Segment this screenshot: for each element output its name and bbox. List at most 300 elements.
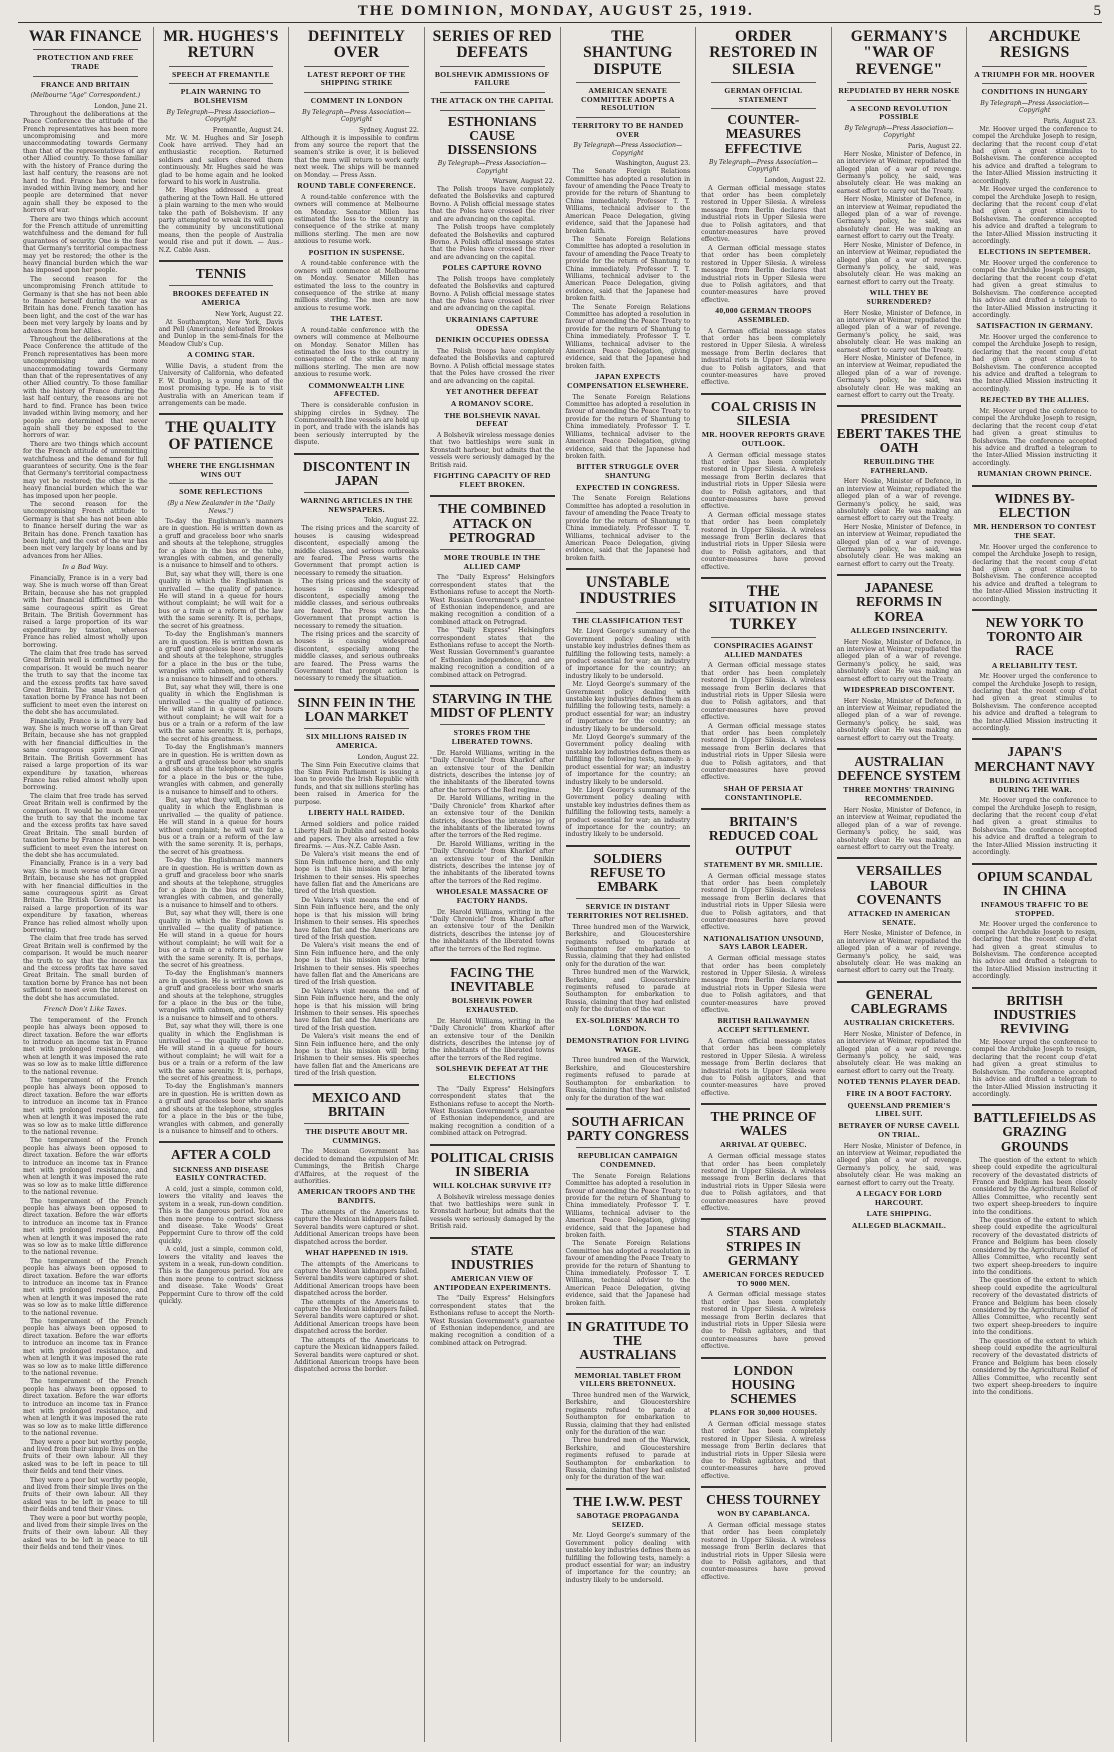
paragraph: The Polish troops have completely defeated the Bolsheviks and captured Bovno. A Polish official message states that the Poles have crossed the river and are advancing on the capital. xyxy=(429,224,555,261)
paragraph: Mr. Hughes addressed a great gathering at the Town Hall. He uttered a plain warning to the men who would take the path of Bolshevism. If any party attempted to wreak its will upon the community by unconstitutional means, then the people of Australia would rise and put it down. — Aus.-N.Z. Cable Assn. xyxy=(158,187,284,254)
paragraph: A German official message states that order has been completely restored in Upper Silesia. A wireless message from Berlin declares that industrial riots in Upper Silesia were due to Polish agitators, and that counter-measures have proved effective. xyxy=(701,955,826,1015)
subhead: FIRE IN A BOOT FACTORY. xyxy=(846,1088,952,1098)
subhead: MEMORIAL TABLET FROM VILLERS BRETONNEUX. xyxy=(574,1370,682,1389)
subhead: SATISFACTION IN GERMANY. xyxy=(976,321,1093,331)
dateline: Tokio, August 22. xyxy=(364,517,419,525)
paragraph: Herr Noske, Minister of Defence, in an interview at Weimar, repudiated the alleged plan of a war of revenge. Germany's policy, he said, was absolutely clear. He was making an earnest effort to carry out the Treaty. xyxy=(836,697,962,742)
article-body xyxy=(972,334,1097,393)
paragraph: The question of the extent to which sheep could expedite the agricultural recovery of the devastated districts of France and Belgium has been closely considered by the Agricultural Relief of Allies Committee, who recently sent two expert sheep-breeders to inquire into the conditions. xyxy=(972,1217,1097,1276)
article-body xyxy=(23,1017,148,1552)
paragraph: A round-table conference with the owners will commence at Melbourne on Monday. Senator Millen has estimated the loss to the country in consequence of the strike at many millions sterling. The men are now anxious to resume work. xyxy=(294,326,419,379)
byline: By Telegraph—Press Association—Copyright xyxy=(844,124,954,140)
paragraph: Herr Noske, Minister of Defence, in an interview at Weimar, repudiated the alleged plan of a war of revenge. Germany's policy, he said, was absolutely clear. He was making an earnest effort to carry out the Treaty. xyxy=(836,355,962,400)
page-number: 5 xyxy=(1093,3,1102,19)
article-body xyxy=(294,821,419,1078)
article-body xyxy=(566,628,691,838)
paragraph: Armed soldiers and police raided Liberty Hall in Dublin and seized books and papers. They also arrested a few firearms. — Aus.-N.Z. Cable Assn. xyxy=(294,820,419,851)
subhead: A COMING STAR. xyxy=(187,350,255,360)
byline: By Telegraph—Press Association—Copyright xyxy=(437,160,547,175)
headline-british-industries: BRITISH INDUSTRIES REVIVING xyxy=(993,992,1076,1036)
subhead: ALLEGED BLACKMAIL. xyxy=(852,1221,947,1231)
headline-merchant-navy: JAPAN'S MERCHANT NAVY xyxy=(974,744,1095,774)
subhead: THE BOLSHEVIK NAVAL DEFEAT xyxy=(444,410,541,429)
article-body xyxy=(972,260,1097,319)
paragraph: The Senate Foreign Relations Committee has adopted a resolution in favour of amending the Peace Treaty to provide for the return of Shantung to China immediately. Professor T. T. Williams, technical adviser to the American Peace Delegation, giving evidence, said that the Japanese had broken faith. xyxy=(565,303,691,370)
subhead: A ROMANOV SCORE. xyxy=(450,398,534,408)
paragraph: A German official message states that order has been completely restored in Upper Silesia. A wireless message from Berlin declares that industrial riots in Upper Silesia were due to Polish agitators, and that counter-measures have proved effective. xyxy=(701,1153,826,1213)
paragraph: At Southampton, New York, Davis and Pell (Americans) defeated Brookes and Dunlop in the semi-finals for the Meadow Club's Cup. xyxy=(158,318,284,348)
article-body xyxy=(972,1039,1097,1098)
paragraph: A German official message states that order has been completely restored in Upper Silesia. A wireless message from Berlin declares that industrial riots in Upper Silesia were due to Polish agitators, and that counter-measures have proved effective. xyxy=(701,722,826,782)
paragraph: A German official message states that order has been completely restored in Upper Silesia. A wireless message from Berlin declares that industrial riots in Upper Silesia were due to Polish agitators, and that counter-measures have proved effective. xyxy=(701,872,826,932)
subhead: UKRAINIANS CAPTURE ODESSA xyxy=(445,314,539,333)
paragraph: The claim that free trade has served Great Britain well is confirmed by the comparison. It would be much nearer the truth to say that the income tax and the excess profits tax have saved Great Britain. The small burden of taxation borne by France has not been sufficient to meet even the interest on the debt she has accumulated. xyxy=(23,935,148,1002)
paragraph: Herr Noske, Minister of Defence, in an interview at Weimar, repudiated the alleged plan of a war of revenge. Germany's policy, he said, was absolutely clear. He was making an earnest effort to carry out the Treaty. xyxy=(836,150,962,195)
subhead: WHAT HAPPENED IN 1919. xyxy=(305,1247,409,1257)
paragraph: The "Daily Express" Helsingfors correspondent states that the Esthonians refuse to accept the North-West Russian Government's guarantee of Esthonian independence, and are making recognition a condition of a combined attack on Petrograd. xyxy=(429,574,555,626)
article-body xyxy=(566,394,691,461)
subhead: SERVICE IN DISTANT TERRITORIES NOT RELISHED. xyxy=(567,902,689,920)
paragraph: A German official message states that order has been completely restored in Upper Silesia. A wireless message from Berlin declares that industrial riots in Upper Silesia were due to Polish agitators, and that counter-measures have proved effective. xyxy=(701,1420,826,1480)
paragraph: Three hundred men of the Warwick, Berkshire, and Gloucestershire regiments refused to parade at Southampton for embarkation to Russia, claiming that they had enlisted only for the duration of the war. xyxy=(565,1391,691,1436)
subhead: MR. HOOVER REPORTS GRAVE OUTLOOK. xyxy=(701,430,826,448)
subhead: PROTECTION AND FREE TRADE xyxy=(36,53,134,71)
subhead: REPUBLICAN CAMPAIGN CONDEMNED. xyxy=(577,1151,678,1169)
subhead: WILL THEY BE SURRENDERED? xyxy=(866,288,932,306)
paragraph: The rising prices and the scarcity of houses is causing widespread discontent, especially among the middle classes, and serious outbreaks are feared. The Press warns the Government that prompt action is necessary to remedy the situation. xyxy=(294,578,419,630)
paragraph: Mr. Hoover urged the conference to compel the Archduke Joseph to resign, declaring that the recent coup d'etat had given a great stimulus to Bolshevism. The conference accepted his advice and drafted a telegram to the Inter-Allied Mission instructing it accordingly. xyxy=(972,186,1097,245)
dateline: London, August 22. xyxy=(764,176,826,184)
headline-tennis: TENNIS xyxy=(195,266,247,282)
paragraph: Dr. Harold Williams, writing in the "Daily Chronicle" from Kharkof after an extensive tour of the Denikin districts, describes the intense joy of the inhabitants of the liberated towns after the terrors of the Red regime. xyxy=(429,1017,555,1062)
paragraph: Mr. Hoover urged the conference to compel the Archduke Joseph to resign, declaring that the recent coup d'etat had given a great stimulus to Bolshevism. The conference accepted his advice and drafted a telegram to the Inter-Allied Mission instructing it accordingly. xyxy=(972,797,1097,857)
article-body xyxy=(837,151,962,286)
subhead: THE CLASSIFICATION TEST xyxy=(572,615,684,625)
article-body xyxy=(837,1143,962,1187)
article-body xyxy=(701,955,826,1014)
article-body xyxy=(972,797,1097,856)
headline-petrograd: THE COMBINED ATTACK ON PETROGRAD xyxy=(438,501,546,545)
paragraph: A German official message states that order has been completely restored in Upper Silesia. A wireless message from Berlin declares that industrial riots in Upper Silesia were due to Polish agitators, and that counter-measures have proved effective. xyxy=(701,511,826,571)
headline-war-of-revenge: GERMANY'S "WAR OF REVENGE" xyxy=(850,28,948,78)
subhead: A RELIABILITY TEST. xyxy=(991,660,1078,670)
article-body xyxy=(972,1157,1097,1397)
subhead: LATEST REPORT OF THE SHIPPING STRIKE xyxy=(307,69,406,88)
paragraph: The attempts of the Americans to capture the Mexican kidnappers failed. Several bandits were captured or shot. Additional American troops have been dispatched across the border. xyxy=(294,1260,419,1298)
subhead: A LEGACY FOR LORD HARCOURT. xyxy=(856,1188,943,1207)
article-body xyxy=(294,194,419,246)
article-body xyxy=(294,1209,419,1246)
subhead: WARNING ARTICLES IN THE NEWSPAPERS. xyxy=(300,495,413,514)
article-body xyxy=(701,1291,826,1350)
paragraph: Herr Noske, Minister of Defence, in an interview at Weimar, repudiated the alleged plan of a war of revenge. Germany's policy, he said, was absolutely clear. He was making an earnest effort to carry out the Treaty. xyxy=(836,309,962,354)
paragraph: But, say what they will, there is one quality in which the Englishman is unrivalled — the quality of patience. He will stand in a queue for hours without complaint; he will wait for a bus or a train or a reform of the law with the same serenity. It is, perhaps, the secret of his greatness. xyxy=(158,910,284,969)
paragraph: The "Daily Express" Helsingfors correspondent states that the Esthonians refuse to accept the North-West Russian Government's guarantee of Esthonian independence, and are making recognition a condition of a combined attack on Petrograd. xyxy=(429,627,555,679)
paragraph: The Senate Foreign Relations Committee has adopted a resolution in favour of amending the Peace Treaty to provide for the return of Shantung to China immediately. Professor T. T. Williams, technical adviser to the American Peace Delegation, giving evidence, said that the Japanese had broken faith. xyxy=(565,235,691,303)
subhead: ROUND TABLE CONFERENCE. xyxy=(297,181,416,190)
subhead: DEMONSTRATION FOR LIVING WAGE. xyxy=(566,1036,690,1054)
paragraph: The claim that free trade has served Great Britain well is confirmed by the comparison. It would be much nearer the truth to say that the income tax and the excess profits tax have saved Great Britain. The small burden of taxation borne by France has not been sufficient to meet even the interest on the debt she has accumulated. xyxy=(23,792,148,859)
paragraph: There are two things which account for the French attitude of unremitting watchfulness and the demand for full guarantees of security. One is the fear that Germany's territorial compactness may yet be restored; the other is the heavy financial burden which the war has imposed upon her people. xyxy=(23,440,148,500)
paragraph: Mr. Lloyd George's summary of the Government policy dealing with unstable key industries defines them as fulfilling the following tests, namely: a product essential for war; an industry of importance for the country; an industry likely to be undersold. xyxy=(565,786,691,839)
subhead: ALLEGED INSINCERITY. xyxy=(850,625,948,635)
subhead: LIBERTY HALL RAIDED. xyxy=(308,808,405,818)
column-4 xyxy=(425,27,561,1742)
byline: (Melbourne "Age" Correspondent.) xyxy=(30,92,141,100)
paragraph: Herr Noske, Minister of Defence, in an interview at Weimar, repudiated the alleged plan of a war of revenge. Germany's policy, he said, was absolutely clear. He was making an earnest effort to carry out the Treaty. xyxy=(836,478,962,523)
paragraph: Mr. Hoover urged the conference to compel the Archduke Joseph to resign, declaring that the recent coup d'etat had given a great stimulus to Bolshevism. The conference accepted his advice and drafted a telegram to the Inter-Allied Mission instructing it accordingly. xyxy=(972,334,1097,393)
paragraph: There are two things which account for the French attitude of unremitting watchfulness and the demand for full guarantees of security. One is the fear that Germany's territorial compactness may yet be restored; the other is the heavy financial burden which the war has imposed upon her people. xyxy=(23,215,148,275)
paragraph: De Valera's visit means the end of Sinn Fein influence here, and the only hope is that his mission will bring Irishmen to their senses. His speeches have fallen flat and the Americans are tired of the Irish question. xyxy=(294,1033,419,1078)
article-body xyxy=(566,1173,691,1307)
paragraph: The Senate Foreign Relations Committee has adopted a resolution in favour of amending the Peace Treaty to provide for the return of Shantung to China immediately. Professor T. T. Williams, technical adviser to the American Peace Delegation, giving evidence, said that the Japanese had broken faith. xyxy=(565,393,691,460)
subhead: WHOLESALE MASSACRE OF FACTORY HANDS. xyxy=(435,887,549,905)
subhead: SOME REFLECTIONS xyxy=(179,487,263,497)
subhead: AMERICAN VIEW OF ANTIPODEAN EXPERIMENTS. xyxy=(433,1273,551,1292)
subhead: 40,000 GERMAN TROOPS ASSEMBLED. xyxy=(715,306,812,324)
subhead: BETRAYER OF NURSE CAVELL ON TRIAL. xyxy=(838,1121,960,1139)
headline-quality-of-patience: THE QUALITY OF PATIENCE xyxy=(165,419,277,453)
article-body xyxy=(837,807,962,851)
paragraph: Throughout the deliberations at the Peace Conference the attitude of the French representatives has been more uncompromising and more unaccommodating towards Germany than that of the representatives of any other Allied country. To those familiar with the history of France during the last half century, the reasons are not hard to find. France has been twice invaded within living memory, and her people are determined that never again shall they be exposed to the horrors of war. xyxy=(23,110,148,215)
article-body xyxy=(159,135,284,255)
subhead: A TRIUMPH FOR MR. HOOVER xyxy=(974,69,1096,79)
paragraph: Mr. Hoover urged the conference to compel the Archduke Joseph to resign, declaring that the recent coup d'etat had given a great stimulus to Bolshevism. The conference accepted his advice and drafted a telegram to the Inter-Allied Mission instructing it accordingly. xyxy=(972,921,1097,981)
headline-soldiers-refuse: SOLDIERS REFUSE TO EMBARK xyxy=(589,850,666,895)
headline-south-african-congress: SOUTH AFRICAN PARTY CONGRESS xyxy=(566,1113,689,1144)
article-body xyxy=(972,544,1097,603)
subhead: WIDESPREAD DISCONTENT. xyxy=(843,684,955,694)
article-body xyxy=(837,478,962,568)
subhead: RUMANIAN CROWN PRINCE. xyxy=(977,469,1092,479)
masthead xyxy=(18,0,1102,23)
subhead: AUSTRALIAN CRICKETERS. xyxy=(843,1018,955,1028)
column-8 xyxy=(967,27,1102,1742)
paragraph: De Valera's visit means the end of Sinn Fein influence here, and the only hope is that his mission will bring Irishmen to their senses. His speeches have fallen flat and the Americans are tired of the Irish question. xyxy=(294,896,419,941)
subhead: MORE TROUBLE IN THE ALLIED CAMP xyxy=(444,552,541,571)
dateline: New York, August 22. xyxy=(215,310,284,318)
paragraph: Financially, France is in a very bad way. She is much worse off than Great Britain, because she has not grappled with her financial difficulties in the same courageous spirit as Great Britain. The British Government has raised a large proportion of its war expenditure by taxation, whereas France has relied almost wholly upon borrowing. xyxy=(23,717,148,792)
byline: By Telegraph—Press Association—Copyright xyxy=(166,108,276,124)
paragraph: De Valera's visit means the end of Sinn Fein influence here, and the only hope is that his mission will bring Irishmen to their senses. His speeches have fallen flat and the Americans are tired of the Irish question. xyxy=(294,851,419,896)
paragraph: The attempts of the Americans to capture the Mexican kidnappers failed. Several bandits were captured or shot. Additional American troops have been dispatched across the border. xyxy=(294,1298,419,1336)
headline-hughes-return: MR. HUGHES'S RETURN xyxy=(163,28,279,62)
headline-discontent-japan: DISCONTENT IN JAPAN xyxy=(302,458,411,488)
subhead: BOLSHEVIK POWER EXHAUSTED. xyxy=(451,996,533,1015)
headline-chess-tourney: CHESS TOURNEY xyxy=(706,1492,821,1508)
article-body xyxy=(701,185,826,305)
subhead: REJECTED BY THE ALLIES. xyxy=(980,395,1089,405)
paragraph: Mr. Hoover urged the conference to compel the Archduke Joseph to resign, declaring that the recent coup d'etat had given a great stimulus to Bolshevism. The conference accepted his advice and drafted a telegram to the Inter-Allied Mission instructing it accordingly. xyxy=(972,260,1097,319)
paragraph: Mr. Hoover urged the conference to compel the Archduke Joseph to resign, declaring that the recent coup d'etat had given a great stimulus to Bolshevism. The conference accepted his advice and drafted a telegram to the Inter-Allied Mission instructing it accordingly. xyxy=(972,543,1097,603)
article-body xyxy=(294,1148,419,1185)
paragraph: Mr. Lloyd George's summary of the Government policy dealing with unstable key industries defines them as fulfilling the following tests, namely: a product essential for war; an industry of importance for the country; an industry likely to be undersold. xyxy=(565,681,691,733)
paragraph: The temperament of the French people has always been opposed to direct taxation. Before the war efforts to introduce an income tax in France met with prolonged resistance, and when at length it was imposed the rate was so low as to make little difference to the national revenue. xyxy=(23,1197,148,1257)
paragraph: Mr. Hoover urged the conference to compel the Archduke Joseph to resign, declaring that the recent coup d'etat had given a great stimulus to Bolshevism. The conference accepted his advice and drafted a telegram to the Inter-Allied Mission instructing it accordingly. xyxy=(972,1039,1097,1098)
subhead: STATEMENT BY MR. SMILLIE. xyxy=(704,859,823,869)
paragraph: But, say what they will, there is one quality in which the Englishman is unrivalled — the quality of patience. He will stand in a queue for hours without complaint; he will wait for a bus or a train or a reform of the law with the same serenity. It is, perhaps, the secret of his greatness. xyxy=(158,1023,284,1083)
paragraph: Mr. Hoover urged the conference to compel the Archduke Joseph to resign, declaring that the recent coup d'etat had given a great stimulus to Bolshevism. The conference accepted his advice and drafted a telegram to the Inter-Allied Mission instructing it accordingly. xyxy=(972,408,1097,467)
headline-ebert-oath: PRESIDENT EBERT TAKES THE OATH xyxy=(836,411,962,455)
paragraph: The Senate Foreign Relations Committee has adopted a resolution in favour of amending the Peace Treaty to provide for the return of Shantung to China immediately. Professor T. T. Williams, technical adviser to the American Peace Delegation, giving evidence, said that the Japanese had broken faith. xyxy=(565,495,691,562)
paragraph: A Bolshevik wireless message denies that two battleships were sunk in Kronstadt harbour, but admits that the vessels were seriously damaged by the British raid. xyxy=(429,1193,555,1231)
paragraph: The temperament of the French people has always been opposed to direct taxation. Before the war efforts to introduce an income tax in France met with prolonged resistance, and when at length it was imposed the rate was so low as to make little difference to the national revenue. xyxy=(23,1257,148,1317)
article-body xyxy=(972,126,1097,246)
headline-starving: STARVING IN THE MIDST OF PLENTY xyxy=(430,691,555,721)
subhead: YET ANOTHER DEFEAT xyxy=(445,387,539,397)
paragraph: A Bolshevik wireless message denies that two battleships were sunk in Kronstadt harbour, but admits that the vessels were seriously damaged by the British raid. xyxy=(429,431,555,469)
article-body xyxy=(294,260,419,312)
paragraph: De Valera's visit means the end of Sinn Fein influence here, and the only hope is that his mission will bring Irishmen to their senses. His speeches have fallen flat and the Americans are tired of the Irish question. xyxy=(294,987,419,1032)
paragraph: Three hundred men of the Warwick, Berkshire, and Gloucestershire regiments refused to parade at Southampton for embarkation to Russia, claiming that they had enlisted only for the duration of the war. xyxy=(565,923,691,968)
paragraph: A cold, just a simple, common cold, lowers the vitality and leaves the system in a weak, run-down condition. This is the dangerous period. You are then more prone to contract sickness and disease. Take Woods' Great Peppermint Cure to throw off the cold quickly. xyxy=(158,1185,284,1245)
subhead: CONSPIRACIES AGAINST ALLIED MANDATES xyxy=(713,640,814,659)
paragraph: There is considerable confusion in shipping circles in Sydney. The Commonwealth line vessels are held up in port, and trade with the islands has been seriously interrupted by the dispute. xyxy=(294,402,419,447)
article-body xyxy=(701,1421,826,1480)
paragraph: A German official message states that order has been completely restored in Upper Silesia. A wireless message from Berlin declares that industrial riots in Upper Silesia were due to Polish agitators, and that counter-measures have proved effective. xyxy=(701,244,826,304)
byline: By Telegraph—Press Association—Copyright xyxy=(709,158,818,174)
paragraph: The question of the extent to which sheep could expedite the agricultural recovery of the devastated districts of France and Belgium has been closely considered by the Agricultural Relief of Allies Committee, who recently sent two expert sheep-breeders to inquire into the conditions. xyxy=(972,1337,1097,1397)
paragraph: Herr Noske, Minister of Defence, in an interview at Weimar, repudiated the alleged plan of a war of revenge. Germany's policy, he said, was absolutely clear. He was making an earnest effort to carry out the Treaty. xyxy=(836,523,962,568)
headline-state-industries: STATE INDUSTRIES xyxy=(450,1242,534,1272)
subhead: CONDITIONS IN HUNGARY xyxy=(981,87,1088,97)
article-body xyxy=(23,111,148,560)
paragraph: Dr. Harold Williams, writing in the "Daily Chronicle" from Kharkof after an extensive tour of the Denikin districts, describes the intense joy of the inhabitants of the liberated towns after the terrors of the Red regime. xyxy=(429,749,555,794)
headline-japanese-reforms: JAPANESE REFORMS IN KOREA xyxy=(856,580,942,624)
subhead: THE LATEST. xyxy=(330,314,383,324)
paragraph: To-day the Englishman's manners are in question. He is written down as a gruff and graceless boor who snarls and shouts at the telephone, struggles for a place in the bus or the tube, wrangles with cabmen, and generally is a nuisance to himself and to others. xyxy=(158,518,284,570)
paragraph: They were a poor but worthy people, and lived from their simple lives on the fruits of their own labour. All they asked was to be left in peace to till their fields and tend their vines. xyxy=(23,1476,148,1514)
paragraph: The Senate Foreign Relations Committee has adopted a resolution in favour of amending the Peace Treaty to provide for the return of Shantung to China immediately. Professor T. T. Williams, technical adviser to the American Peace Delegation, giving evidence, said that the Japanese had broken faith. xyxy=(565,1240,691,1307)
paragraph: The temperament of the French people has always been opposed to direct taxation. Before the war efforts to introduce an income tax in France met with prolonged resistance, and when at length it was imposed the rate was so low as to make little difference to the national revenue. xyxy=(23,1318,148,1377)
article-body xyxy=(972,921,1097,980)
subhead: FRANCE AND BRITAIN xyxy=(40,79,130,89)
headline-coal-crisis: COAL CRISIS IN SILESIA xyxy=(710,398,816,428)
paragraph: The rising prices and the scarcity of houses is causing widespread discontent, especially among the middle classes, and serious outbreaks are feared. The Press warns the Government that prompt action is necessary to remedy the situation. xyxy=(294,525,419,577)
headline-australian-defence: AUSTRALIAN DEFENCE SYSTEM xyxy=(837,754,961,784)
headline-counter-measures: COUNTER-MEASURES EFFECTIVE xyxy=(724,112,803,156)
article-body xyxy=(972,408,1097,467)
subhead: THREE MONTHS' TRAINING RECOMMENDED. xyxy=(843,785,955,804)
paragraph: The second reason for the uncompromising French attitude to Germany is that she has not been able to finance herself during the war as Britain has done. French taxation has been light, and the cost of the war has been met very largely by loans and by advances from her Allies. xyxy=(23,500,148,560)
headline-battlefields-grazing: BATTLEFIELDS AS GRAZING GROUNDS xyxy=(973,1110,1096,1154)
subhead: GERMAN OFFICIAL STATEMENT xyxy=(724,85,803,104)
paragraph: Dr. Harold Williams, writing in the "Daily Chronicle" from Kharkof after an extensive tour of the Denikin districts, describes the intense joy of the inhabitants of the liberated towns after the terrors of the Red regime. xyxy=(429,908,555,953)
headline-versailles-labour: VERSAILLES LABOUR COVENANTS xyxy=(856,863,942,907)
dateline: Washington, August 23. xyxy=(615,160,691,168)
article-body xyxy=(566,924,691,1014)
headline-shantung: THE SHANTUNG DISPUTE xyxy=(583,28,673,78)
subhead: STORES FROM THE LIBERATED TOWNS. xyxy=(451,728,533,747)
byline: (By a New Zealander in the "Daily News.") xyxy=(167,500,275,515)
paragraph: The question of the extent to which sheep could expedite the agricultural recovery of the devastated districts of France and Belgium has been closely considered by the Agricultural Relief of Allies Committee, who recently sent two expert sheep-breeders to inquire into the conditions. xyxy=(972,1277,1097,1337)
subhead: FIGHTING CAPACITY OF RED FLEET BROKEN. xyxy=(433,470,551,489)
article-body xyxy=(430,348,555,385)
paragraph: The rising prices and the scarcity of houses is causing widespread discontent, especially among the middle classes, and serious outbreaks are feared. The Press warns the Government that prompt action is necessary to remedy the situation. xyxy=(294,631,419,683)
article-body xyxy=(701,662,826,782)
paragraph: Herr Noske, Minister of Defence, in an interview at Weimar, repudiated the alleged plan of a war of revenge. Germany's policy, he said, was absolutely clear. He was making an earnest effort to carry out the Treaty. xyxy=(836,1142,962,1187)
column-5 xyxy=(561,27,697,1742)
paragraph: But, say what they will, there is one quality in which the Englishman is unrivalled — the quality of patience. He will stand in a queue for hours without complaint; he will wait for a bus or a train or a reform of the law with the same serenity. It is, perhaps, the secret of his greatness. xyxy=(158,570,284,630)
paragraph: Mr. Lloyd George's summary of the Government policy dealing with unstable key industries defines them as fulfilling the following tests, namely: a product essential for war; an industry of importance for the country; an industry likely to be undersold. xyxy=(565,1532,691,1584)
subhead: AMERICAN FORCES REDUCED TO 9000 MEN. xyxy=(702,1269,825,1288)
paragraph: The second reason for the uncompromising French attitude to Germany is that she has not been able to finance herself during the war as Britain has done. French taxation has been light, and the cost of the war has been met very largely by loans and by advances from her Allies. xyxy=(23,275,148,335)
article-body xyxy=(430,1018,555,1062)
dateline: London, August 22. xyxy=(357,753,419,761)
subhead: PLAIN WARNING TO BOLSHEVISM xyxy=(180,87,262,105)
byline: By Telegraph—Press Association—Copyright xyxy=(302,108,411,124)
headline-siberia-crisis: POLITICAL CRISIS IN SIBERIA xyxy=(430,1149,554,1179)
paragraph: They were a poor but worthy people, and lived from their simple lives on the fruits of their own labour. All they asked was to be left in peace to till their fields and tend their vines. xyxy=(23,1514,148,1552)
paragraph: Mr. Hoover urged the conference to compel the Archduke Joseph to resign, declaring that the recent coup d'etat had given a great stimulus to Bolshevism. The conference accepted his advice and drafted a telegram to the Inter-Allied Mission instructing it accordingly. xyxy=(972,673,1097,733)
subhead: BUILDING ACTIVITIES DURING THE WAR. xyxy=(989,775,1080,794)
byline: By Telegraph—Press Association—Copyright xyxy=(573,142,683,157)
paragraph: Herr Noske, Minister of Defence, in an interview at Weimar, repudiated the alleged plan of a war of revenge. Germany's policy, he said, was absolutely clear. He was making an earnest effort to carry out the Treaty. xyxy=(836,196,962,241)
headline-esthonians: ESTHONIANS CAUSE DISSENSIONS xyxy=(447,113,537,158)
article-body xyxy=(566,168,691,370)
subhead: TERRITORY TO BE HANDED OVER xyxy=(572,120,684,139)
paragraph: Herr Noske, Minister of Defence, in an interview at Weimar, repudiated the alleged plan of a war of revenge. Germany's policy, he said, was absolutely clear. He was making an earnest effort to carry out the Treaty. xyxy=(836,806,962,851)
paragraph: Dr. Harold Williams, writing in the "Daily Chronicle" from Kharkof after an extensive tour of the Denikin districts, describes the intense joy of the inhabitants of the liberated towns after the terrors of the Red regime. xyxy=(429,795,555,840)
headline-iww-pest: THE I.W.W. PEST xyxy=(573,1493,683,1509)
headline-general-cablegrams: GENERAL CABLEGRAMS xyxy=(850,986,948,1016)
paragraph: They were a poor but worthy people, and lived from their simple lives on the fruits of their own labour. All they asked was to be left in peace to till their fields and tend their vines. xyxy=(23,1438,148,1476)
article-body xyxy=(972,673,1097,732)
article-body xyxy=(430,909,555,953)
article-body xyxy=(294,762,419,806)
subhead: POSITION IN SUSPENSE. xyxy=(308,247,405,257)
article-body xyxy=(159,319,284,349)
paragraph: The Senate Foreign Relations Committee has adopted a resolution in favour of amending the Peace Treaty to provide for the return of Shantung to China immediately. Professor T. T. Williams, technical adviser to the American Peace Delegation, giving evidence, said that the Japanese had broken faith. xyxy=(565,168,691,235)
headline-order-silesia: ORDER RESTORED IN SILESIA xyxy=(709,28,818,78)
article-body xyxy=(430,574,555,679)
headline-facing-inevitable: FACING THE INEVITABLE xyxy=(450,965,535,995)
dateline: Paris, August 22. xyxy=(907,142,962,150)
article-body xyxy=(566,495,691,562)
subhead: THE DISPUTE ABOUT MR. CUMMINGS. xyxy=(305,1126,408,1145)
subhead: ELECTIONS IN SEPTEMBER. xyxy=(978,247,1091,257)
column-7 xyxy=(832,27,968,1742)
paragraph: The Polish troops have completely defeated the Bolsheviks and captured Bovno. A Polish official message states that the Poles have crossed the river and are advancing on the capital. xyxy=(429,186,555,223)
subhead: SIX MILLIONS RAISED IN AMERICA. xyxy=(306,732,408,750)
headline-mexico-britain: MEXICO AND BRITAIN xyxy=(312,1089,401,1119)
paragraph: To-day the Englishman's manners are in question. He is written down as a gruff and graceless boor who snarls and shouts at the telephone, struggles for a place in the bus or the tube, wrangles with cabmen, and generally is a nuisance to himself and to others. xyxy=(158,857,284,909)
subhead: REPUDIATED BY HERR NOSKE xyxy=(838,85,960,95)
headline-red-defeats: SERIES OF RED DEFEATS xyxy=(432,28,552,62)
headline-after-a-cold: AFTER A COLD xyxy=(171,1147,271,1163)
paragraph: Throughout the deliberations at the Peace Conference the attitude of the French representatives has been more uncompromising and more unaccommodating towards Germany than that of the representatives of any other Allied country. To those familiar with the history of France during the last half century, the reasons are not hard to find. France has been twice invaded within living memory, and her people are determined that never again shall they be exposed to the horrors of war. xyxy=(23,336,148,440)
subhead: INFAMOUS TRAFFIC TO BE STOPPED. xyxy=(980,899,1089,918)
paragraph: To-day the Englishman's manners are in question. He is written down as a gruff and graceless boor who snarls and shouts at the telephone, struggles for a place in the bus or the tube, wrangles with cabmen, and generally is a nuisance to himself and to others. xyxy=(158,1083,284,1135)
headline-war-finance: WAR FINANCE xyxy=(28,28,142,45)
column-3 xyxy=(289,27,425,1742)
article-body xyxy=(566,1532,691,1584)
paragraph: To-day the Englishman's manners are in question. He is written down as a gruff and graceless boor who snarls and shouts at the telephone, struggles for a place in the bus or the tube, wrangles with cabmen, and generally is a nuisance to himself and to others. xyxy=(158,631,284,683)
headline-sinn-fein: SINN FEIN IN THE LOAN MARKET xyxy=(297,694,416,725)
subhead: REBUILDING THE FATHERLAND. xyxy=(863,456,935,475)
column-2 xyxy=(154,27,290,1742)
paragraph: Although it is impossible to confirm from any source the report that the seamen's strike is over, it is believed that the men will return to work early next week. The ships will be manned on Monday. — Press Assn. xyxy=(294,134,419,179)
subhead: WON BY CAPABLANCA. xyxy=(716,1509,810,1519)
subhead: AMERICAN SENATE COMMITTEE ADOPTS A RESOLUTION xyxy=(581,85,675,113)
headline-stars-stripes: STARS AND STRIPES IN GERMANY xyxy=(726,1224,801,1268)
paragraph: Herr Noske, Minister of Defence, in an interview at Weimar, repudiated the alleged plan of a war of revenge. Germany's policy, he said, was absolutely clear. He was making an earnest effort to carry out the Treaty. xyxy=(836,1030,962,1075)
headline-gratitude-australians: IN GRATITUDE TO THE AUSTRALIANS xyxy=(567,1319,689,1363)
subhead: JAPAN EXPECTS COMPENSATION ELSEWHERE. xyxy=(567,372,689,390)
section-subhead: In a Bad Way. xyxy=(62,562,109,572)
subhead: DENIKIN OCCUPIES ODESSA xyxy=(435,335,550,345)
article-body xyxy=(159,363,284,407)
subhead: COMMONWEALTH LINE AFFECTED. xyxy=(308,380,405,399)
subhead: EXPECTED IN CONGRESS. xyxy=(576,482,680,492)
article-body xyxy=(701,1522,826,1581)
paragraph: A German official message states that order has been completely restored in Upper Silesia. A wireless message from Berlin declares that industrial riots in Upper Silesia were due to Polish agitators, and that counter-measures have proved effective. xyxy=(701,327,826,387)
headline-opium-scandal: OPIUM SCANDAL IN CHINA xyxy=(977,868,1093,898)
subhead: SPEECH AT FREMANTLE xyxy=(172,69,270,79)
dateline: Sydney, August 22. xyxy=(359,126,419,134)
paragraph: Herr Noske, Minister of Defence, in an interview at Weimar, repudiated the alleged plan of a war of revenge. Germany's policy, he said, was absolutely clear. He was making an earnest effort to carry out the Treaty. xyxy=(836,930,962,975)
subhead: NOTED TENNIS PLAYER DEAD. xyxy=(837,1077,961,1087)
paragraph: Mr. W. M. Hughes and Sir Joseph Cook have arrived. They had an enthusiastic reception. Returned soldiers and sailors cheered them continuously. Mr. Hughes said he was glad to be home again and he looked forward to his work in Australia. xyxy=(158,134,284,186)
paragraph: Three hundred men of the Warwick, Berkshire, and Gloucestershire regiments refused to parade at Southampton for embarkation to Russia, claiming that they had enlisted only for the duration of the war. xyxy=(565,1057,691,1102)
paragraph: To-day the Englishman's manners are in question. He is written down as a gruff and graceless boor who snarls and shouts at the telephone, struggles for a place in the bus or the tube, wrangles with cabmen, and generally is a nuisance to himself and to others. xyxy=(158,744,284,796)
article-body xyxy=(430,1295,555,1347)
subhead: SABOTAGE PROPAGANDA SEIZED. xyxy=(576,1511,680,1529)
paragraph: Mr. Lloyd George's summary of the Government policy dealing with unstable key industries defines them as fulfilling the following tests, namely: a product essential for war; an industry of importance for the country; an industry likely to be undersold. xyxy=(565,734,691,786)
subhead: A SECOND REVOLUTION POSSIBLE xyxy=(850,103,949,122)
article-body xyxy=(430,276,555,313)
dateline: Paris, August 23. xyxy=(1043,117,1097,125)
dateline: Fremantle, August 24. xyxy=(212,126,284,134)
paragraph: Three hundred men of the Warwick, Berkshire, and Gloucestershire regiments refused to parade at Southampton for embarkation to Russia, claiming that they had enlisted only for the duration of the war. xyxy=(565,969,691,1014)
headline-london-housing: LONDON HOUSING SCHEMES xyxy=(730,1362,797,1406)
headline-prince-of-wales: THE PRINCE OF WALES xyxy=(710,1109,817,1139)
paragraph: The "Daily Express" Helsingfors correspondent states that the Esthonians refuse to accept the North-West Russian Government's guarantee of Esthonian independence, and are making recognition a condition of a combined attack on Petrograd. xyxy=(429,1085,555,1138)
subhead: PLANS FOR 30,000 HOUSES. xyxy=(709,1408,818,1418)
subhead: EX-SOLDIERS' MARCH TO LONDON. xyxy=(575,1015,680,1034)
paragraph: The attempts of the Americans to capture the Mexican kidnappers failed. Several bandits were captured or shot. Additional American troops have been dispatched across the border. xyxy=(294,1208,419,1246)
article-body xyxy=(294,327,419,379)
paragraph: Financially, France is in a very bad way. She is much worse off than Great Britain, because she has not grappled with her financial difficulties in the same courageous spirit as Great Britain. The British Government has raised a large proportion of its war expenditure by taxation, whereas France has relied almost wholly upon borrowing. xyxy=(23,860,148,935)
paragraph: De Valera's visit means the end of Sinn Fein influence here, and the only hope is that his mission will bring Irishmen to their senses. His speeches have fallen flat and the Americans are tired of the Irish question. xyxy=(294,942,419,987)
subhead: AMERICAN TROOPS AND THE BANDITS. xyxy=(297,1187,416,1206)
paragraph: Herr Noske, Minister of Defence, in an interview at Weimar, repudiated the alleged plan of a war of revenge. Germany's policy, he said, was absolutely clear. He was making an earnest effort to carry out the Treaty. xyxy=(836,638,962,683)
paragraph: Three hundred men of the Warwick, Berkshire, and Gloucestershire regiments refused to parade at Southampton for embarkation to Russia, claiming that they had enlisted only for the duration of the war. xyxy=(565,1437,691,1482)
headline-widnes: WIDNES BY-ELECTION xyxy=(994,490,1075,521)
paragraph: A German official message states that order has been completely restored in Upper Silesia. A wireless message from Berlin declares that industrial riots in Upper Silesia were due to Polish agitators, and that counter-measures have proved effective. xyxy=(701,1291,826,1351)
article-body xyxy=(294,1261,419,1374)
subhead: LATE SHIPPING. xyxy=(866,1209,932,1219)
article-body xyxy=(566,1392,691,1482)
paragraph: The "Daily Express" Helsingfors correspondent states that the Esthonians refuse to accept the North-West Russian Government's guarantee of Esthonian independence, and are making recognition a condition of a combined attack on Petrograd. xyxy=(429,1295,555,1347)
article-body xyxy=(837,1031,962,1075)
paragraph: A round-table conference with the owners will commence at Melbourne on Monday. Senator Millen has estimated the loss to the country in consequence of the strike at many millions sterling. The men are now anxious to resume work. xyxy=(294,193,419,246)
paragraph: Willie Davis, a student from the University of California, who defeated F. W. Dunlop, is a young man of the most promising type. He is to visit Australia with an American team if arrangements can be made. xyxy=(158,363,284,408)
subhead: NATIONALISATION UNSOUND, SAYS LABOR LEADER. xyxy=(703,933,824,952)
subhead: BROOKES DEFEATED IN AMERICA xyxy=(172,289,270,307)
headline-situation-turkey: THE SITUATION IN TURKEY xyxy=(708,583,819,633)
paragraph: To-day the Englishman's manners are in question. He is written down as a gruff and graceless boor who snarls and shouts at the telephone, struggles for a place in the bus or the tube, wrangles with cabmen, and generally is a nuisance to himself and to others. xyxy=(158,970,284,1022)
paragraph: The Senate Foreign Relations Committee has adopted a resolution in favour of amending the Peace Treaty to provide for the return of Shantung to China immediately. Professor T. T. Williams, technical adviser to the American Peace Delegation, giving evidence, said that the Japanese had broken faith. xyxy=(565,1172,691,1239)
paragraph: The Polish troops have completely defeated the Bolsheviks and captured Bovno. A Polish official message states that the Poles have crossed the river and are advancing on the capital. xyxy=(429,348,555,385)
article-body xyxy=(701,452,826,572)
subhead: ATTACKED IN AMERICAN SENATE. xyxy=(847,908,951,927)
article-body xyxy=(294,525,419,683)
column-1 xyxy=(18,27,154,1742)
subhead: BOLSHEVIK ADMISSIONS OF FAILURE xyxy=(434,69,550,88)
subhead: SICKNESS AND DISEASE EASILY CONTRACTED. xyxy=(172,1164,269,1183)
subhead: QUEENSLAND PREMIER'S LIBEL SUIT. xyxy=(847,1100,951,1119)
